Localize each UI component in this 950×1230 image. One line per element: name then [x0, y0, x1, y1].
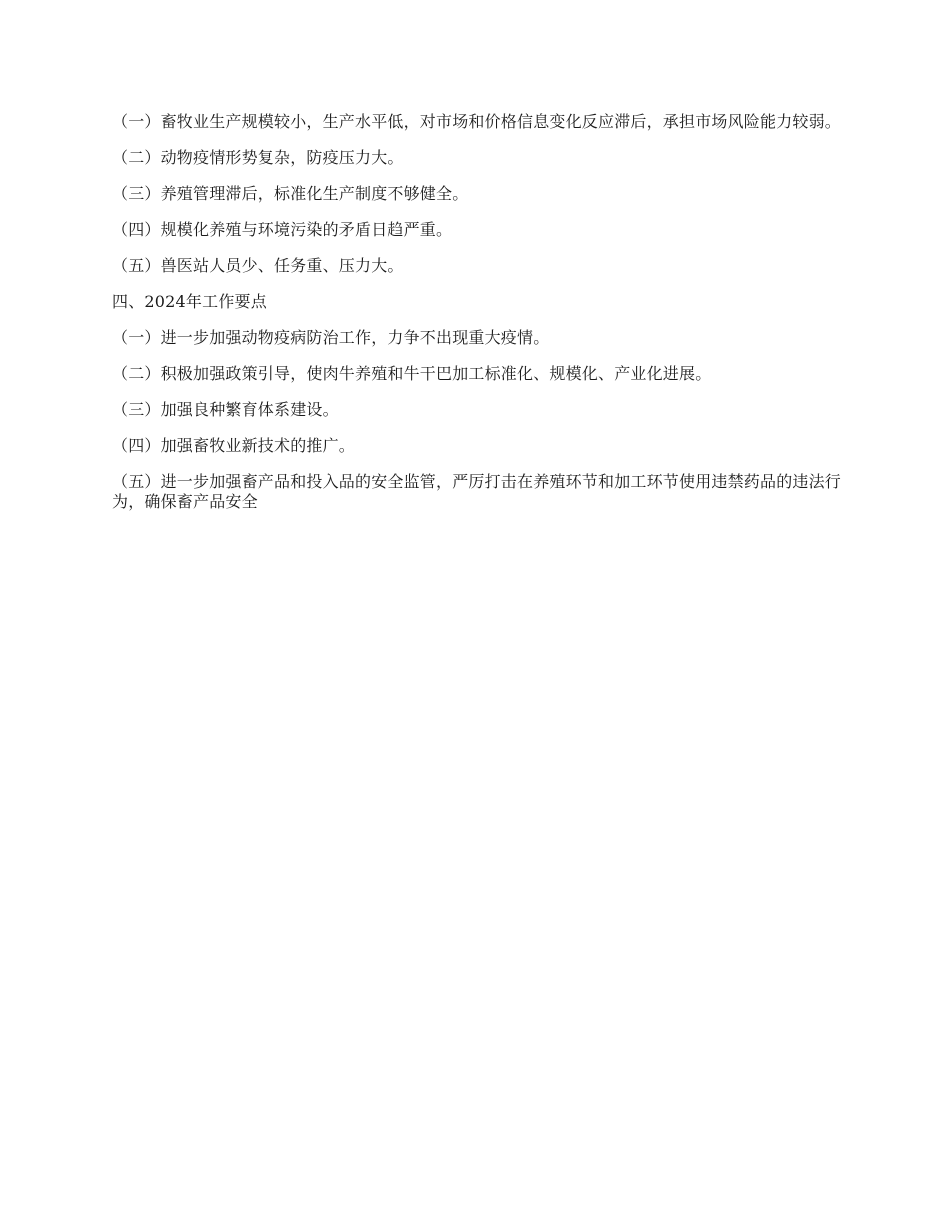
- problem-item-5: （五）兽医站人员少、任务重、压力大。: [112, 256, 404, 275]
- work-point-item-1: （一）进一步加强动物疫病防治工作，力争不出现重大疫情。: [112, 328, 550, 347]
- work-point-item-4: （四）加强畜牧业新技术的推广。: [112, 436, 356, 455]
- problem-item-2: （二）动物疫情形势复杂，防疫压力大。: [112, 148, 404, 167]
- work-point-item-2: （二）积极加强政策引导，使肉牛养殖和牛干巴加工标准化、规模化、产业化进展。: [112, 364, 712, 383]
- problem-item-4: （四）规模化养殖与环境污染的矛盾日趋严重。: [112, 220, 453, 239]
- section-heading-work-points: 四、2024年工作要点: [112, 292, 267, 311]
- document-page: [112, 112, 842, 512]
- work-point-item-3: （三）加强良种繁育体系建设。: [112, 400, 339, 419]
- problem-item-1: （一）畜牧业生产规模较小，生产水平低，对市场和价格信息变化反应滞后，承担市场风险能力较弱。: [112, 112, 842, 131]
- work-point-item-5: （五）进一步加强畜产品和投入品的安全监管，严厉打击在养殖环节和加工环节使用违禁药品的违法行为，确保畜产品安全: [112, 472, 842, 511]
- problem-item-3: （三）养殖管理滞后，标准化生产制度不够健全。: [112, 184, 469, 203]
